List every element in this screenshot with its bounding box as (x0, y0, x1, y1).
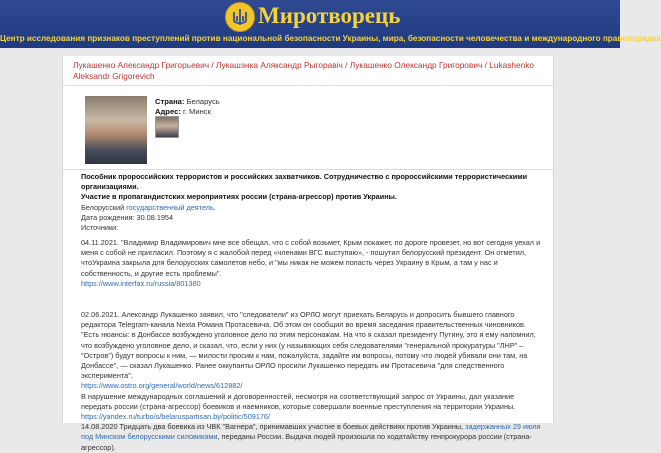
name-ua[interactable]: Лукашенко Олександр Григорович (349, 60, 483, 70)
name-by[interactable]: Лукашэнка Аляксандр Рыгоравіч (216, 60, 343, 70)
source-link[interactable]: https://www.interfax.ru/russia/801380 (81, 278, 201, 288)
summary-line-1: Пособник пророссийских террористов и российских захватчиков. Сотрудничество с пророссийскими террористическими организациями. (81, 172, 528, 192)
entry-text: В нарушение международных соглашений и договоренностей, несмотря на соответствующий запрос от Украины, дал указание передать россии (страна-агрессор) боевиков и наемников, которые совершали военные преступления на территории Украины. (81, 391, 516, 411)
entry-quote: "Есть нюансы: в Донбассе возбуждено уголовное дело по этим персонажам. На что я сказал президенту Путину, это я ему напомнил, что возбуждено уголовное дело, и сказал, что, если у них (у называющих себя следователями "генеральной прокуратуры "ЛНР" – "Остров") будут вопросы к ним, — милости просим к нам, пожалуйста, задайте им вопросы, потому что людей убивали они там, на Донбассе", — сказал Лукашенко. Ранее оккупанты ОРЛО просили Лукашенко передать им Протасевича "для следственного эксперимента". (81, 330, 536, 381)
entry-text: 04.11.2021. "Владимир Владимирович мне все обещал, что с собой возьмет, Крым покажет, по дороге провезет, но вот сегодня уехал и меня с собой не пригласил. Поэтому я с жалобой перед «членами ВГС выступаю», - пошутил белорусский президент. Он отметил, чтоУкраина закрыла для белорусских самолетов небо, и "мы никак не можем попасть через Украину в Крым, а там у нас и собственность, и другие есть проблемы". (81, 238, 541, 278)
address-label: Адрес: (155, 107, 181, 116)
entry-tail: , переданы России. Выдача людей произошла по ходатайству генпрокурора россии (страна-агрессор). (81, 432, 532, 452)
site-subtitle: Центр исследования признаков преступлений против национальной безопасности Украины, мира, безопасности человечества и международного правопорядка (0, 34, 661, 43)
source-link[interactable]: https://yandex.ru/turbo/s/belaruspartisan.by/politic/509176/ (81, 412, 271, 422)
role-suffix: . (213, 202, 216, 212)
entry-lead: 14.08.2020 Тридцать два боевика из ЧВК "Вагнера", принимавших участие в боевых действиях против Украины, (81, 422, 466, 432)
divider (63, 85, 553, 86)
name-en[interactable]: Lukashenko Aleksandr Grigorevich (73, 60, 534, 81)
role-link[interactable]: государственный деятель (126, 202, 214, 212)
profile-photo[interactable] (85, 96, 147, 164)
profile-names: Лукашенко Александр Григорьевич / Лукашэнка Аляксандр Рыгоравіч / Лукашенко Олександр Григорович / Lukashenko Aleksandr Grigorevich (73, 60, 534, 81)
entry-text (81, 422, 541, 453)
birth-date: Дата рождения: 30.08.1954 (81, 212, 174, 222)
site-title[interactable]: Миротворець (258, 3, 401, 28)
source-link[interactable]: https://www.ostro.org/general/world/news/612882/ (81, 381, 243, 391)
sources-label: Источники: (81, 223, 119, 233)
source-entry (81, 310, 541, 453)
summary-line-2: Участие в пропагандистских мероприятиях россии (страна-агрессор) против Украины. (81, 192, 397, 202)
role-prefix: Белорусский (81, 202, 127, 212)
country-value: Беларусь (186, 97, 220, 106)
entry-text: 02.06.2021. Александр Лукашенко заявил, что "следователи" из ОРЛО могут приехать Беларусь и допросить бывшего главного редактора Telegram-канала Nexta Романа Протасевича. Об этом он сообщил во время заседания правительственных чиновников. (81, 310, 526, 330)
detention-link[interactable]: задержанных 29 июля под Минском белорусскими силовиками (81, 422, 541, 442)
site-header (0, 0, 661, 48)
trident-logo-icon[interactable] (225, 2, 255, 32)
country-row (155, 97, 220, 107)
profile-info (81, 172, 541, 233)
country-label: Страна: (155, 97, 185, 106)
address-value: г. Минск (182, 107, 211, 116)
name-ru[interactable]: Лукашенко Александр Григорьевич (73, 60, 210, 70)
source-entry (81, 238, 541, 289)
role-line (81, 203, 541, 213)
photo-thumbnail[interactable] (155, 116, 179, 138)
profile-card (62, 56, 554, 452)
divider (63, 169, 553, 170)
